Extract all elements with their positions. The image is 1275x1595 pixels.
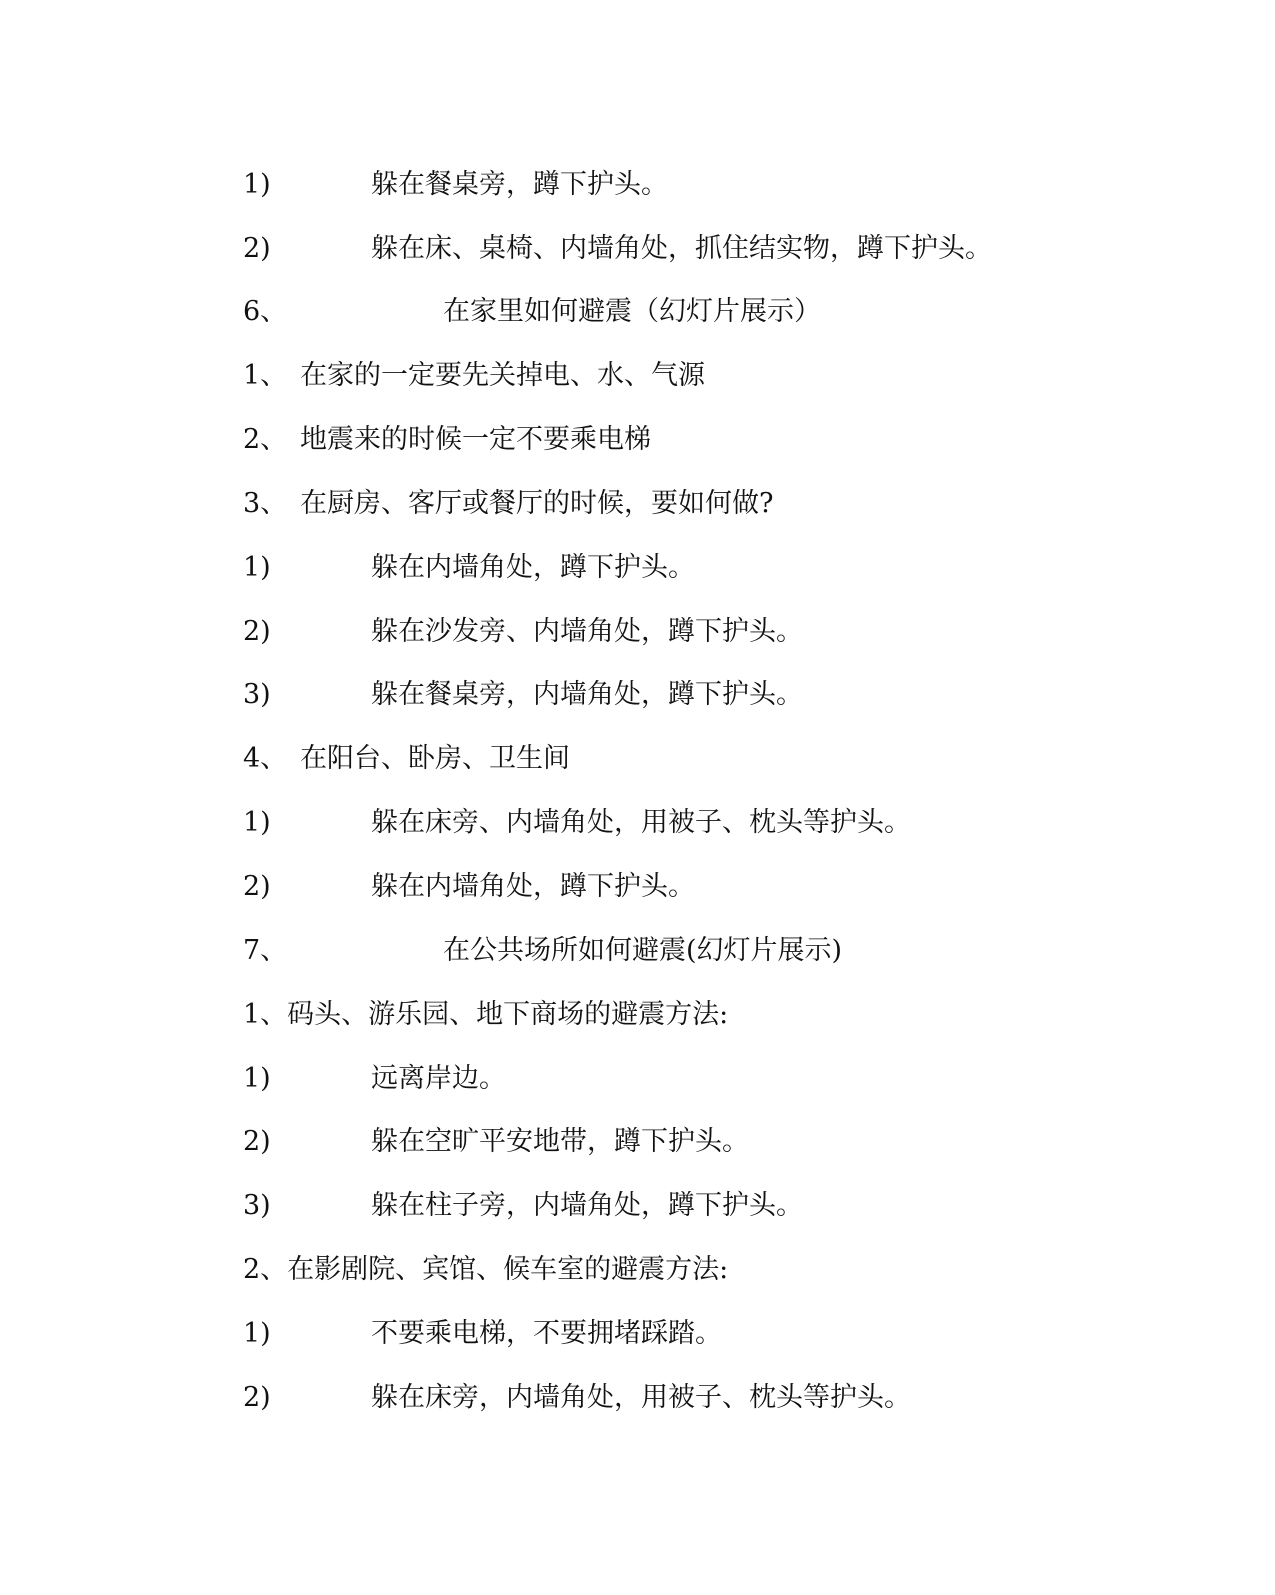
- item-number: 2): [243, 871, 271, 902]
- item-number: 1): [243, 807, 271, 838]
- item-number: 4、: [243, 743, 288, 774]
- item-number: 2): [243, 1126, 271, 1157]
- item-number: 2、: [243, 424, 288, 455]
- item-text: 在家的一定要先关掉电、水、气源: [300, 360, 705, 391]
- item-number: 2): [243, 616, 271, 647]
- item-number: 3): [243, 679, 271, 710]
- item-text: 躲在沙发旁、内墙角处，蹲下护头。: [371, 616, 803, 647]
- item-number: 2): [243, 233, 271, 264]
- item-text: 躲在床旁、内墙角处，用被子、枕头等护头。: [371, 807, 911, 838]
- section-title: 在公共场所如何避震(幻灯片展示): [443, 935, 843, 966]
- item-number: 1): [243, 169, 271, 200]
- item-text: 不要乘电梯，不要拥堵踩踏。: [371, 1318, 722, 1349]
- item-number: 1): [243, 552, 271, 583]
- item-text: 远离岸边。: [371, 1063, 506, 1094]
- item-text: 躲在床旁，内墙角处，用被子、枕头等护头。: [371, 1382, 911, 1413]
- item-number: 3、: [243, 488, 288, 519]
- item-text: 在阳台、卧房、卫生间: [300, 743, 570, 774]
- item-number: 2): [243, 1382, 271, 1413]
- section-title: 在家里如何避震（幻灯片展示）: [443, 296, 821, 327]
- item-text: 2、在影剧院、宾馆、候车室的避震方法:: [243, 1254, 729, 1285]
- item-number: 1、: [243, 360, 288, 391]
- item-text: 躲在床、桌椅、内墙角处，抓住结实物，蹲下护头。: [371, 233, 992, 264]
- item-number: 3): [243, 1190, 271, 1221]
- item-text: 1、码头、游乐园、地下商场的避震方法:: [243, 999, 729, 1030]
- section-number: 7、: [243, 935, 288, 966]
- item-number: 1): [243, 1318, 271, 1349]
- item-text: 躲在餐桌旁，蹲下护头。: [371, 169, 668, 200]
- item-text: 躲在餐桌旁，内墙角处，蹲下护头。: [371, 679, 803, 710]
- item-text: 地震来的时候一定不要乘电梯: [300, 424, 651, 455]
- item-number: 1): [243, 1063, 271, 1094]
- item-text: 躲在空旷平安地带，蹲下护头。: [371, 1126, 749, 1157]
- item-text: 躲在柱子旁，内墙角处，蹲下护头。: [371, 1190, 803, 1221]
- item-text: 躲在内墙角处，蹲下护头。: [371, 552, 695, 583]
- item-text: 躲在内墙角处，蹲下护头。: [371, 871, 695, 902]
- item-text: 在厨房、客厅或餐厅的时候，要如何做?: [300, 488, 774, 519]
- section-number: 6、: [243, 296, 288, 327]
